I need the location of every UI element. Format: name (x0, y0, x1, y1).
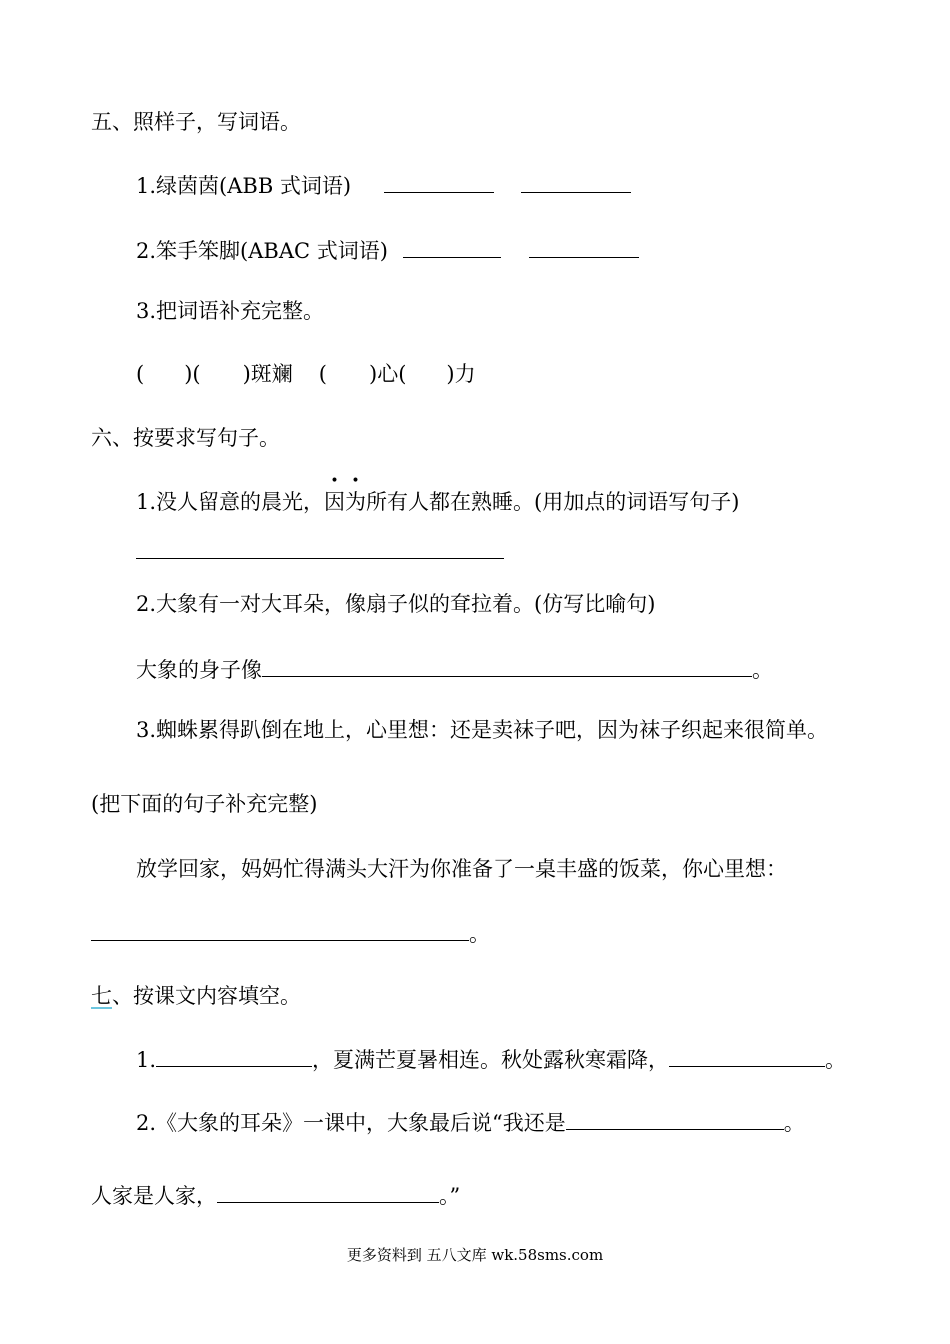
s5-question-1 (136, 170, 631, 198)
answer-blank[interactable] (529, 235, 639, 258)
page-footer: 更多资料到 五八文库 wk.58sms.com (346, 1246, 604, 1264)
closing-quote: 。” (439, 1184, 461, 1208)
answer-blank[interactable] (669, 1044, 825, 1067)
section-7-title (91, 982, 301, 1010)
paren-text: )斑斓 (242, 362, 293, 386)
s6-q3-context: 放学回家，妈妈忙得满头大汗为你准备了一桌丰盛的饭菜，你心里想： (136, 857, 787, 881)
answer-blank[interactable] (384, 170, 494, 193)
paren-text: ( (318, 362, 327, 386)
s7-q2-cont-text: 人家是人家， (91, 1184, 217, 1208)
s6-q1-answer-line[interactable] (136, 536, 504, 564)
section-7-number: 七 (91, 984, 112, 1008)
s5-q1-text: 1.绿茵茵(ABB 式词语) (136, 174, 352, 198)
period: 。 (825, 1048, 847, 1072)
s5-q2-text: 2.笨手笨脚(ABAC 式词语) (136, 239, 388, 263)
s6-q3-note: (把下面的句子补充完整) (91, 792, 318, 816)
period: 。 (783, 1111, 805, 1135)
section-6-title: 六、按要求写句子。 (91, 426, 280, 450)
s6-q2-lead: 大象的身子像 (136, 658, 262, 682)
s5-question-3: 3.把词语补充完整。 (136, 299, 325, 323)
answer-blank[interactable] (403, 235, 501, 258)
s7-q1-text: ，夏满芒夏暑相连。秋处露秋寒霜降， (312, 1048, 670, 1072)
section-7-title-text: 、按课文内容填空。 (112, 984, 301, 1008)
answer-blank[interactable] (566, 1107, 784, 1130)
s6-question-1 (136, 473, 740, 516)
answer-blank[interactable] (136, 536, 504, 559)
s7-question-2 (136, 1107, 805, 1135)
emphasis-dot-icon: • (330, 473, 339, 489)
s7-q2-text: 2.《大象的耳朵》一课中，大象最后说“我还是 (136, 1111, 566, 1135)
answer-blank[interactable] (91, 918, 469, 941)
paren-text: ( (136, 362, 145, 386)
paren-text: )( (184, 362, 201, 386)
s7-question-2-continued (91, 1180, 460, 1208)
section-5-title: 五、照样子，写词语。 (91, 110, 301, 134)
answer-blank[interactable] (156, 1044, 312, 1067)
s6-q3-answer (91, 918, 490, 946)
answer-blank[interactable] (262, 654, 752, 677)
s6-question-3: 3.蜘蛛累得趴倒在地上，心里想：还是卖袜子吧，因为袜子织起来很简单。 (136, 718, 829, 742)
paren-text: )力 (446, 362, 476, 386)
s5-q3-blanks (136, 360, 476, 388)
answer-blank[interactable] (217, 1180, 439, 1203)
emphasis-dot-icon: • (351, 473, 360, 489)
s5-question-2 (136, 235, 639, 263)
period: 。 (752, 658, 773, 682)
s6-q1-post: 所有人都在熟睡。(用加点的词语写句子) (366, 490, 740, 514)
dotted-char: • 为 (345, 473, 367, 514)
s6-q1-pre: 1.没人留意的晨光， (136, 490, 325, 514)
s7-q1-num: 1. (136, 1048, 157, 1072)
dotted-char: • 因 (324, 473, 346, 514)
s6-q2-answer (136, 654, 773, 682)
s6-question-2: 2.大象有一对大耳朵，像扇子似的耷拉着。(仿写比喻句) (136, 592, 656, 616)
paren-text: )心( (369, 362, 407, 386)
s7-question-1 (136, 1044, 846, 1072)
period: 。 (469, 922, 490, 946)
answer-blank[interactable] (521, 170, 631, 193)
